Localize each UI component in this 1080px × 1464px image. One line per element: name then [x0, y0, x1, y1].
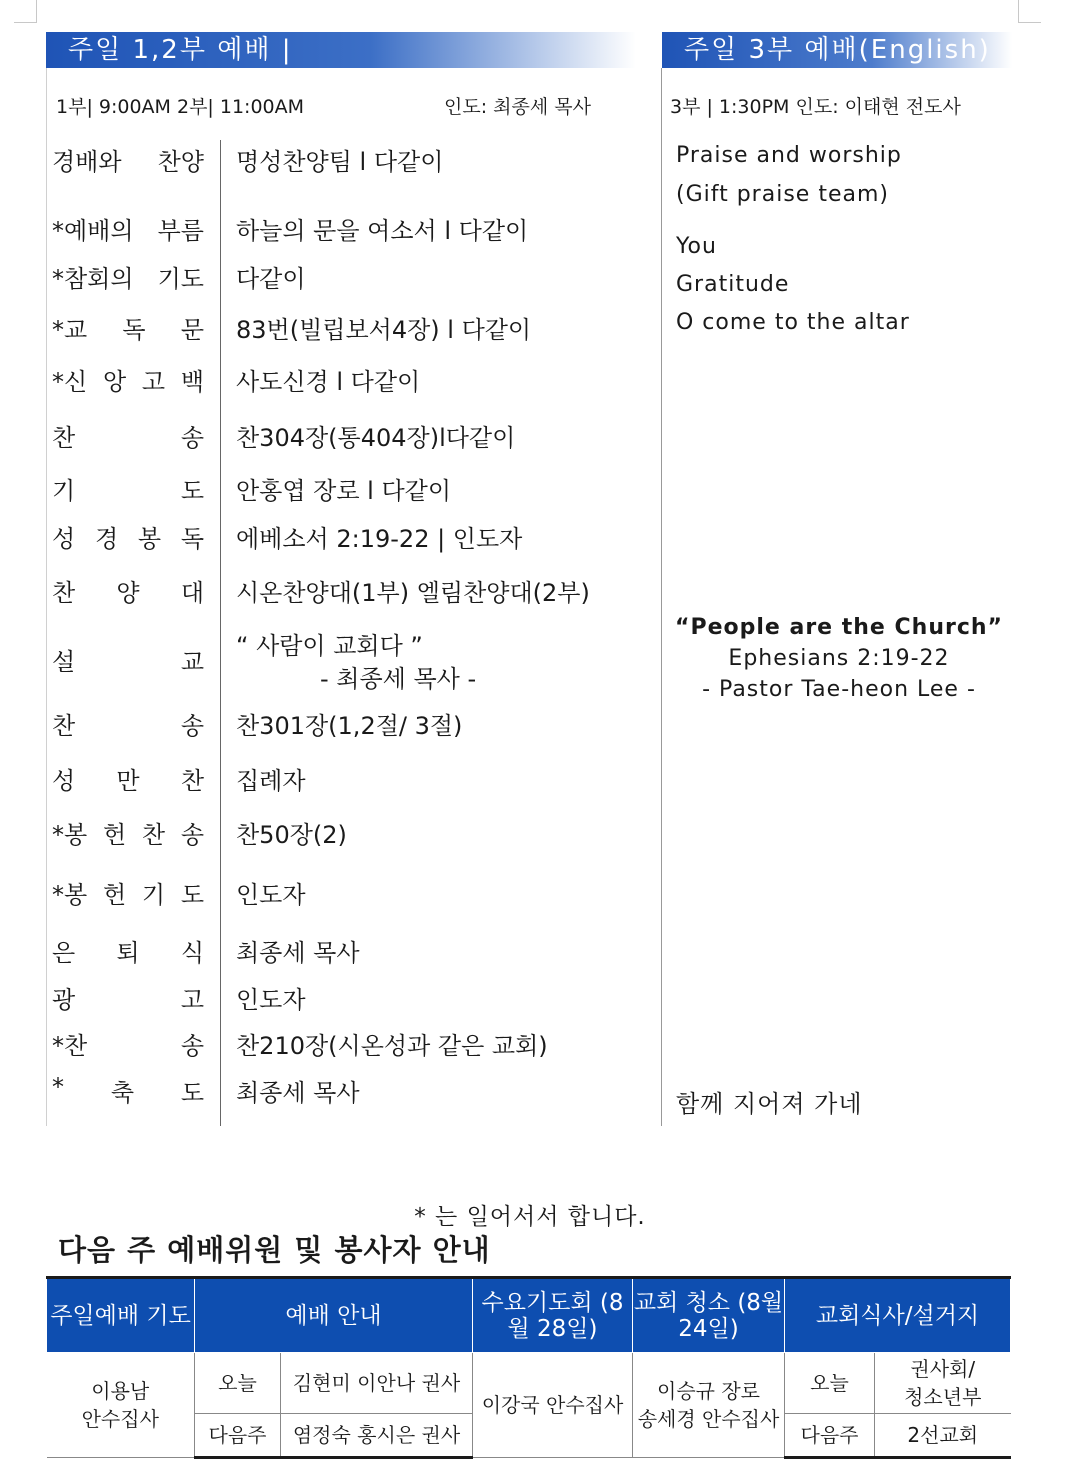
page-corner-mark	[1018, 0, 1041, 23]
order-label	[52, 418, 204, 453]
order-label	[52, 573, 204, 608]
order-value: 인도자	[236, 986, 306, 1014]
order-label	[52, 761, 204, 796]
service-times: 1부| 9:00AM 2부| 11:00AM	[56, 96, 305, 118]
order-label-text: *참회의 기도	[52, 265, 204, 293]
order-label	[52, 211, 204, 246]
order-value: “ 사람이 교회다 ”	[236, 632, 423, 660]
header-church-meal: 교회식사/설거지	[785, 1278, 1011, 1353]
order-label	[52, 980, 204, 1015]
left-margin-line	[46, 68, 47, 1126]
order-value: 찬50장(2)	[236, 821, 347, 849]
order-label-text: 설 교	[52, 648, 204, 676]
english-song: O come to the altar	[676, 310, 910, 335]
next-label: 다음주	[195, 1414, 281, 1458]
meal-today-line: 권사회/	[910, 1357, 976, 1381]
wednesday-prayer-cell: 이강국 안수집사	[473, 1353, 633, 1458]
order-label	[52, 259, 204, 294]
service-leader: 인도: 최종세 목사	[444, 96, 591, 118]
order-value: 명성찬양팀 l 다같이	[236, 148, 444, 176]
sunday-service-3-header: 주일 3부 예배(English)	[662, 32, 1012, 68]
volunteer-table	[46, 1276, 1011, 1459]
table-header-row	[47, 1278, 1011, 1353]
order-value: 에베소서 2:19-22 | 인도자	[236, 525, 523, 553]
english-service-info: 3부 | 1:30PM 인도: 이태현 전도사	[670, 96, 961, 118]
order-label-text: 성 만 찬	[52, 767, 204, 795]
order-label	[52, 362, 204, 397]
order-value: 찬210장(시온성과 같은 교회)	[236, 1032, 548, 1060]
header-service-guide: 예배 안내	[195, 1278, 473, 1353]
order-label	[52, 310, 204, 345]
column-divider	[661, 68, 662, 1126]
header-sunday-prayer: 주일예배 기도	[47, 1278, 195, 1353]
order-label-text: *봉 헌 찬 송	[52, 821, 204, 849]
label-divider	[220, 140, 221, 1126]
guide-next: 염정숙 홍시은 권사	[281, 1414, 473, 1458]
meal-next-label: 다음주	[785, 1414, 875, 1458]
order-value: 사도신경 l 다같이	[236, 368, 421, 396]
order-value: 최종세 목사	[236, 1079, 360, 1107]
order-label	[52, 1073, 204, 1108]
table-row	[47, 1353, 1011, 1414]
meal-today	[875, 1353, 1011, 1414]
order-label-text: *신 앙 고 백	[52, 368, 204, 396]
order-label-text: 찬 송	[52, 424, 204, 452]
cleaning-name: 이승규 장로	[657, 1379, 760, 1403]
standing-note: * 는 일어서서 합니다.	[414, 1204, 646, 1230]
english-worship: Praise and worship	[676, 143, 902, 168]
order-label-text: *찬 송	[52, 1032, 204, 1060]
next-week-title: 다음 주 예배위원 및 봉사자 안내	[58, 1233, 491, 1267]
order-value: 찬304장(통404장)l다같이	[236, 424, 516, 452]
english-sermon-passage: Ephesians 2:19-22	[728, 646, 950, 671]
order-label	[52, 815, 204, 850]
sunday-prayer-title: 안수집사	[81, 1407, 159, 1431]
order-label	[52, 519, 204, 554]
order-label	[52, 642, 204, 677]
order-value: 안홍엽 장로 l 다같이	[236, 477, 452, 505]
order-value: 인도자	[236, 881, 306, 909]
order-label-text: * 축 도	[52, 1073, 204, 1107]
order-label-text: 은 퇴 식	[52, 939, 204, 967]
order-label	[52, 471, 204, 506]
header-wednesday-prayer: 수요기도회 (8월 28일)	[473, 1278, 633, 1353]
order-value: 찬301장(1,2절/ 3절)	[236, 712, 463, 740]
order-label-text: 찬 송	[52, 712, 204, 740]
sermon-speaker: - 최종세 목사 -	[320, 665, 477, 693]
order-label	[52, 706, 204, 741]
order-label	[52, 875, 204, 910]
order-value: 다같이	[236, 265, 306, 293]
order-value: 하늘의 문을 여소서 l 다같이	[236, 217, 529, 245]
meal-next: 2선교회	[875, 1414, 1011, 1458]
english-praise-team: (Gift praise team)	[676, 182, 889, 207]
page-corner-mark	[14, 0, 37, 23]
guide-today: 김현미 이안나 권사	[281, 1353, 473, 1414]
order-value: 시온찬양대(1부) 엘림찬양대(2부)	[236, 579, 590, 607]
sunday-service-1-2-header: 주일 1,2부 예배 |	[46, 32, 636, 68]
meal-today-label: 오늘	[785, 1353, 875, 1414]
order-value: 집례자	[236, 767, 306, 795]
meal-today-line: 청소년부	[904, 1385, 982, 1409]
english-sermon-title: “People are the Church”	[674, 615, 1003, 640]
cleaning-cell	[633, 1353, 785, 1458]
order-label-text: 성 경 봉 독	[52, 525, 204, 553]
order-label-text: *예배의 부름	[52, 217, 204, 245]
order-label-text: 기 도	[52, 477, 204, 505]
order-label-text: *교 독 문	[52, 316, 204, 344]
sunday-prayer-cell	[47, 1353, 195, 1458]
header-church-cleaning: 교회 청소 (8월 24일)	[633, 1278, 785, 1353]
order-value: 최종세 목사	[236, 939, 360, 967]
today-label: 오늘	[195, 1353, 281, 1414]
order-label	[52, 1026, 204, 1061]
english-closing-song: 함께 지어져 가네	[676, 1090, 863, 1118]
english-song: You	[676, 234, 717, 259]
order-label	[52, 142, 204, 177]
order-label-text: 찬 양 대	[52, 579, 204, 607]
order-value: 83번(빌립보서4장) l 다같이	[236, 316, 532, 344]
order-label-text: *봉 헌 기 도	[52, 881, 204, 909]
sunday-prayer-name: 이용남	[91, 1379, 150, 1403]
order-label-text: 경배와 찬양	[52, 148, 204, 176]
english-sermon-speaker: - Pastor Tae-heon Lee -	[702, 677, 976, 702]
english-song: Gratitude	[676, 272, 790, 297]
cleaning-name: 송세경 안수집사	[637, 1407, 780, 1431]
order-label-text: 광 고	[52, 986, 204, 1014]
order-label	[52, 933, 204, 968]
